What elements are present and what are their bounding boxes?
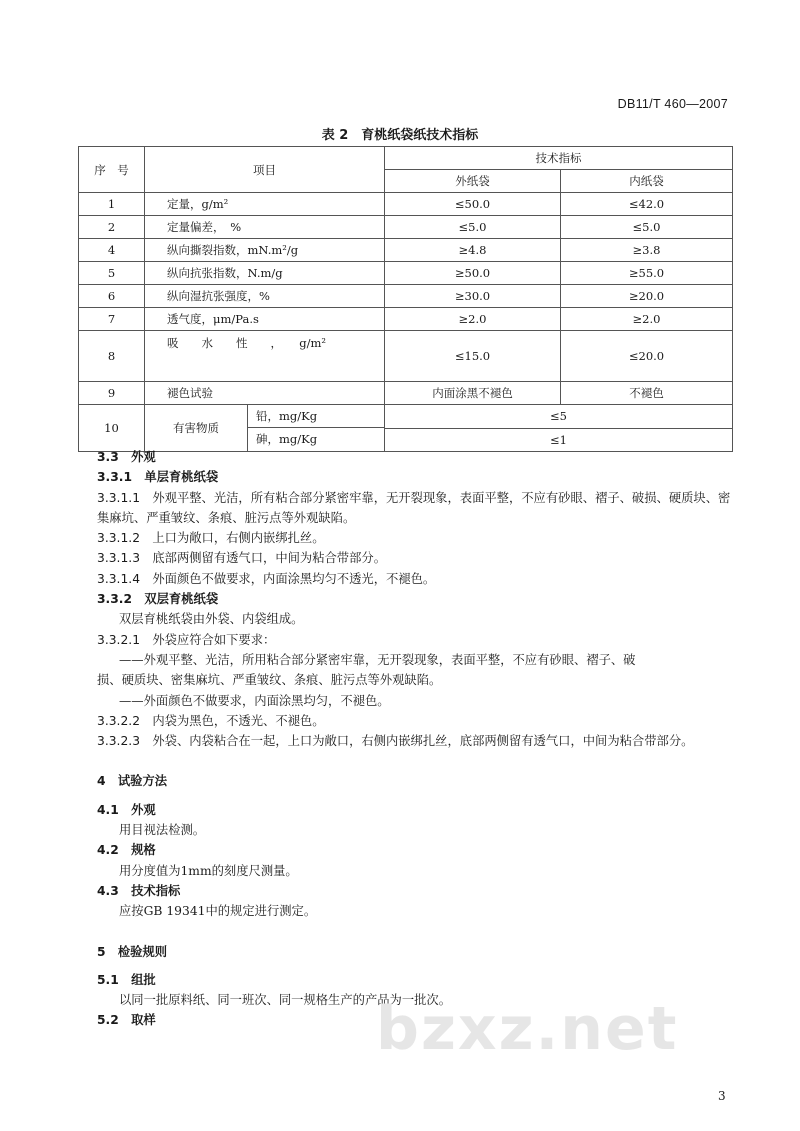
row-seq: 7 (79, 308, 145, 331)
row-inner: ≤20.0 (561, 331, 733, 382)
watermark: bzxz.net (376, 994, 679, 1064)
spacer (97, 792, 737, 800)
row-item: 纵向撕裂指数，mN.m²/g (145, 239, 385, 262)
section-number: 5.1 (97, 972, 119, 987)
row-inner: 不褪色 (561, 382, 733, 405)
row-inner: ≥2.0 (561, 308, 733, 331)
hazard-lead-value: ≤5 (385, 405, 733, 429)
section-title: 组批 (131, 972, 156, 987)
clause-3-3-2-3 (97, 731, 737, 751)
row-outer: ≤50.0 (385, 193, 561, 216)
heading-3-3 (97, 447, 737, 467)
section-title: 双层育桃纸袋 (144, 592, 219, 607)
clause-number: 3.3.2.3 (97, 734, 141, 749)
clause-3-3-1-3 (97, 548, 737, 568)
clause-3-3-1-4 (97, 569, 737, 589)
clause-text: 内袋为黑色，不透光、不褪色。 (152, 713, 325, 728)
hazard-item-cell (145, 405, 385, 452)
heading-5-1 (97, 970, 737, 990)
heading-4 (97, 771, 737, 791)
heading-4-3 (97, 881, 737, 901)
hazard-row-lead (79, 405, 733, 429)
hazard-lead-label: 铅，mg/Kg (248, 405, 384, 428)
clause-3-3-1-1 (97, 488, 737, 529)
section-number: 4.1 (97, 802, 119, 817)
row-outer: ≥50.0 (385, 262, 561, 285)
row-item: 透气度，μm/Pa.s (145, 308, 385, 331)
section-title: 外观 (131, 450, 156, 464)
row-item: 定量，g/m² (145, 193, 385, 216)
row-inner: ≥20.0 (561, 285, 733, 308)
row-seq: 6 (79, 285, 145, 308)
section-title: 规格 (131, 843, 156, 858)
table-row (79, 216, 733, 239)
document-body (97, 447, 737, 1031)
clause-number: 3.3.1.1 (97, 490, 141, 505)
row-item: 纵向湿抗张强度，% (145, 285, 385, 308)
dash-item-continuation: 损、硬质块、密集麻坑、严重皱纹、条痕、脏污点等外观缺陷。 (97, 673, 442, 688)
row-outer: 内面涂黑不褪色 (385, 382, 561, 405)
paragraph: 双层育桃纸袋由外袋、内袋组成。 (119, 612, 304, 627)
paragraph: 用目视法检测。 (119, 823, 206, 838)
clause-3-3-1-2 (97, 528, 737, 548)
row-inner: ≤5.0 (561, 216, 733, 239)
section-title: 试验方法 (117, 774, 168, 789)
section-number: 4.3 (97, 883, 119, 898)
dash-item: ——外观平整、光洁，所用粘合部分紧密牢靠，无开裂现象，表面平整，不应有砂眼、褶子、破 (119, 652, 636, 667)
row-inner: ≤42.0 (561, 193, 733, 216)
page-number: 3 (718, 1089, 726, 1103)
clause-number: 3.3.2.2 (97, 713, 141, 728)
hazard-seq: 10 (79, 405, 145, 452)
clause-text: 外袋应符合如下要求： (152, 632, 276, 647)
table-header-row (79, 147, 733, 170)
row-item: 吸 水 性 ， g/m² (145, 331, 385, 382)
heading-5 (97, 942, 737, 962)
row-seq: 9 (79, 382, 145, 405)
hazard-arsenic-value: ≤1 (385, 428, 733, 452)
spacer (97, 922, 737, 942)
paragraph: 应按GB 19341中的规定进行测定。 (119, 904, 317, 919)
hazard-label: 有害物质 (145, 405, 248, 451)
clause-number: 3.3.2.1 (97, 632, 141, 647)
row-seq: 2 (79, 216, 145, 239)
header-inner: 内纸袋 (561, 170, 733, 193)
section-number: 3.3.1 (97, 470, 133, 485)
table-row (79, 331, 733, 382)
table-caption: 表 2 育桃纸袋纸技术指标 (321, 128, 479, 143)
section-number: 4 (97, 774, 106, 789)
header-seq: 序 号 (79, 147, 145, 193)
row-seq: 4 (79, 239, 145, 262)
standard-code: DB11/T 460—2007 (617, 97, 728, 111)
table-row (79, 308, 733, 331)
section-title: 检验规则 (117, 944, 168, 959)
clause-3-3-2-1 (97, 630, 737, 650)
table-row (79, 262, 733, 285)
header-spec: 技术指标 (385, 147, 733, 170)
spec-table (78, 146, 733, 452)
section-number: 3.3.2 (97, 592, 133, 607)
header-outer: 外纸袋 (385, 170, 561, 193)
clause-number: 3.3.1.2 (97, 531, 141, 546)
row-seq: 5 (79, 262, 145, 285)
row-seq: 1 (79, 193, 145, 216)
row-outer: ≥2.0 (385, 308, 561, 331)
clause-text: 外面颜色不做要求，内面涂黑均匀不透光，不褪色。 (152, 571, 436, 586)
row-inner: ≥3.8 (561, 239, 733, 262)
clause-text: 上口为敞口，右侧内嵌绑扎丝。 (152, 531, 325, 546)
heading-3-3-2 (97, 589, 737, 609)
paragraph: 以同一批原料纸、同一班次、同一规格生产的产品为一批次。 (119, 993, 452, 1008)
heading-4-2 (97, 840, 737, 860)
row-outer: ≥30.0 (385, 285, 561, 308)
paragraph: 用分度值为1mm的刻度尺测量。 (119, 863, 298, 878)
hazard-arsenic-label: 砷，mg/Kg (256, 432, 318, 446)
row-seq: 8 (79, 331, 145, 382)
section-number: 4.2 (97, 843, 119, 858)
heading-4-1 (97, 800, 737, 820)
section-title: 取样 (131, 1013, 156, 1028)
row-item: 褪色试验 (145, 382, 385, 405)
spacer (97, 962, 737, 970)
section-number: 5 (97, 944, 106, 959)
table-row (79, 285, 733, 308)
spacer (97, 751, 737, 771)
row-item: 纵向抗张指数，N.m/g (145, 262, 385, 285)
section-title: 技术指标 (131, 883, 181, 898)
clause-text: 外观平整、光洁，所有粘合部分紧密牢靠，无开裂现象，表面平整，不应有砂眼、褶子、破损、硬质块、密集麻坑、严重皱纹、条痕、脏污点等外观缺陷。 (97, 490, 731, 525)
header-item: 项目 (145, 147, 385, 193)
row-outer: ≤15.0 (385, 331, 561, 382)
clause-text: 底部两侧留有透气口，中间为粘合带部分。 (152, 551, 386, 566)
section-title: 单层育桃纸袋 (144, 470, 219, 485)
row-outer: ≥4.8 (385, 239, 561, 262)
clause-text: 外袋、内袋粘合在一起，上口为敞口，右侧内嵌绑扎丝，底部两侧留有透气口，中间为粘合带部分。 (152, 734, 694, 749)
clause-number: 3.3.1.3 (97, 551, 141, 566)
table-row (79, 193, 733, 216)
row-item: 定量偏差， % (145, 216, 385, 239)
table-row (79, 382, 733, 405)
section-title: 外观 (131, 802, 156, 817)
table-row (79, 239, 733, 262)
clause-number: 3.3.1.4 (97, 571, 141, 586)
section-number: 5.2 (97, 1013, 119, 1028)
dash-item: ——外面颜色不做要求，内面涂黑均匀，不褪色。 (119, 693, 390, 708)
heading-3-3-1 (97, 467, 737, 487)
clause-3-3-2-2 (97, 711, 737, 731)
section-number: 3.3 (97, 450, 119, 464)
row-outer: ≤5.0 (385, 216, 561, 239)
row-inner: ≥55.0 (561, 262, 733, 285)
